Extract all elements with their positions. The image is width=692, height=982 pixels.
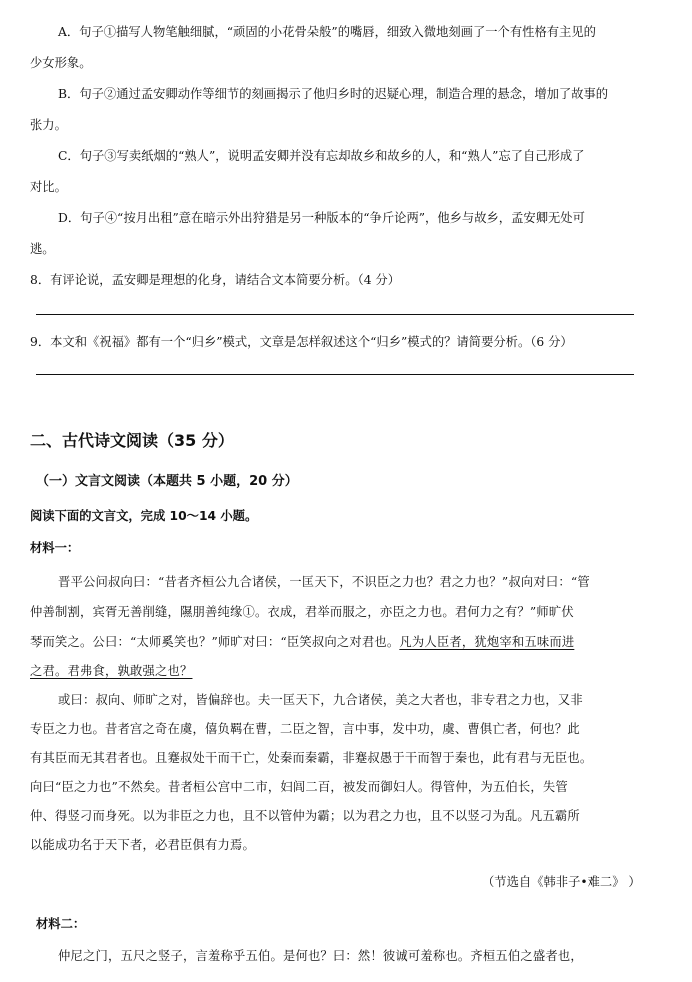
answer-line-8[interactable] xyxy=(36,314,634,315)
material1-p2-line2: 专臣之力也。昔者宫之奇在虞，僖负羁在曹，二臣之智，言中事，发中功，虞、曹俱亡者，何也？此 xyxy=(30,722,580,736)
material1-p1-line3 xyxy=(30,632,574,650)
option-a-line1: A．句子①描写人物笔触细腻，“顽固的小花骨朵般”的嘴唇，细致入微地刻画了一个有性格有主见的 xyxy=(58,25,596,39)
material1-p1-line2: 仲善制割，宾胥无善削缝，隰朋善纯缘①。衣成，君举而服之，亦臣之力也。君何力之有？”师旷伏 xyxy=(30,605,574,619)
question-9: 9．本文和《祝福》都有一个“归乡”模式，文章是怎样叙述这个“归乡”模式的？请简要分析。（6 分） xyxy=(30,335,573,349)
material2-line1: 仲尼之门，五尺之竖子，言羞称乎五伯。是何也？曰：然！彼诚可羞称也。齐桓五伯之盛者也， xyxy=(58,949,583,963)
material1-p2-line1: 或曰：叔向、师旷之对，皆偏辞也。夫一匡天下，九合诸侯，美之大者也，非专君之力也，又非 xyxy=(58,693,583,707)
material1-p1-line1: 晋平公问叔向曰：“昔者齐桓公九合诸侯，一匡天下，不识臣之力也？君之力也？”叔向对曰：“管 xyxy=(58,575,590,589)
instruction: 阅读下面的文言文，完成 10～14 小题。 xyxy=(30,509,258,523)
answer-line-9[interactable] xyxy=(36,374,634,375)
material1-p1-line3-plain: 琴而笑之。公曰：“太师奚笑也？”师旷对曰：“臣笑叔向之对君也。 xyxy=(30,635,400,649)
underlined-sentence-part1: 凡为人臣者，犹炮宰和五味而进 xyxy=(399,635,575,649)
option-c-line1: C．句子③写卖纸烟的“熟人”，说明孟安卿并没有忘却故乡和故乡的人，和“熟人”忘了自己形成了 xyxy=(58,149,585,163)
material2-label: 材料二： xyxy=(36,917,86,931)
subsection-title: （一）文言文阅读（本题共 5 小题，20 分） xyxy=(36,474,298,489)
option-b-line2: 张力。 xyxy=(30,118,67,132)
material1-p2-line4: 向曰“臣之力也”不然矣。昔者桓公宫中二市，妇闾二百，被发而御妇人。得管仲，为五伯长，失管 xyxy=(30,780,568,794)
material1-p2-line5: 仲、得竖刁而身死。以为非臣之力也，且不以管仲为霸；以为君之力也，且不以竖刁为乱。凡五霸所 xyxy=(30,809,580,823)
material1-p2-line6: 以能成功名于天下者，必君臣俱有力焉。 xyxy=(30,838,255,852)
option-d-line2: 逃。 xyxy=(30,242,55,256)
question-8: 8．有评论说，孟安卿是理想的化身，请结合文本简要分析。（4 分） xyxy=(30,273,401,287)
option-c-line2: 对比。 xyxy=(30,180,67,194)
option-a-line2: 少女形象。 xyxy=(30,56,92,70)
material1-label: 材料一： xyxy=(30,541,80,555)
option-d-line1: D．句子④“按月出租”意在暗示外出狩猎是另一种版本的“争斤论两”，他乡与故乡，孟安卿无处可 xyxy=(58,211,585,225)
underlined-sentence-part2: 之君。君弗食，孰敢强之也？ xyxy=(30,664,193,678)
material1-p2-line3: 有其臣而无其君者也。且蹇叔处干而干亡，处秦而秦霸，非蹇叔愚于干而智于秦也，此有君与无臣也。 xyxy=(30,751,593,765)
section-title: 二、古代诗文阅读（35 分） xyxy=(30,431,234,450)
option-b-line1: B．句子②通过孟安卿动作等细节的刻画揭示了他归乡时的迟疑心理，制造合理的悬念，增加了故事的 xyxy=(58,87,609,101)
source-citation: （节选自《韩非子•难二》 ） xyxy=(482,875,641,889)
